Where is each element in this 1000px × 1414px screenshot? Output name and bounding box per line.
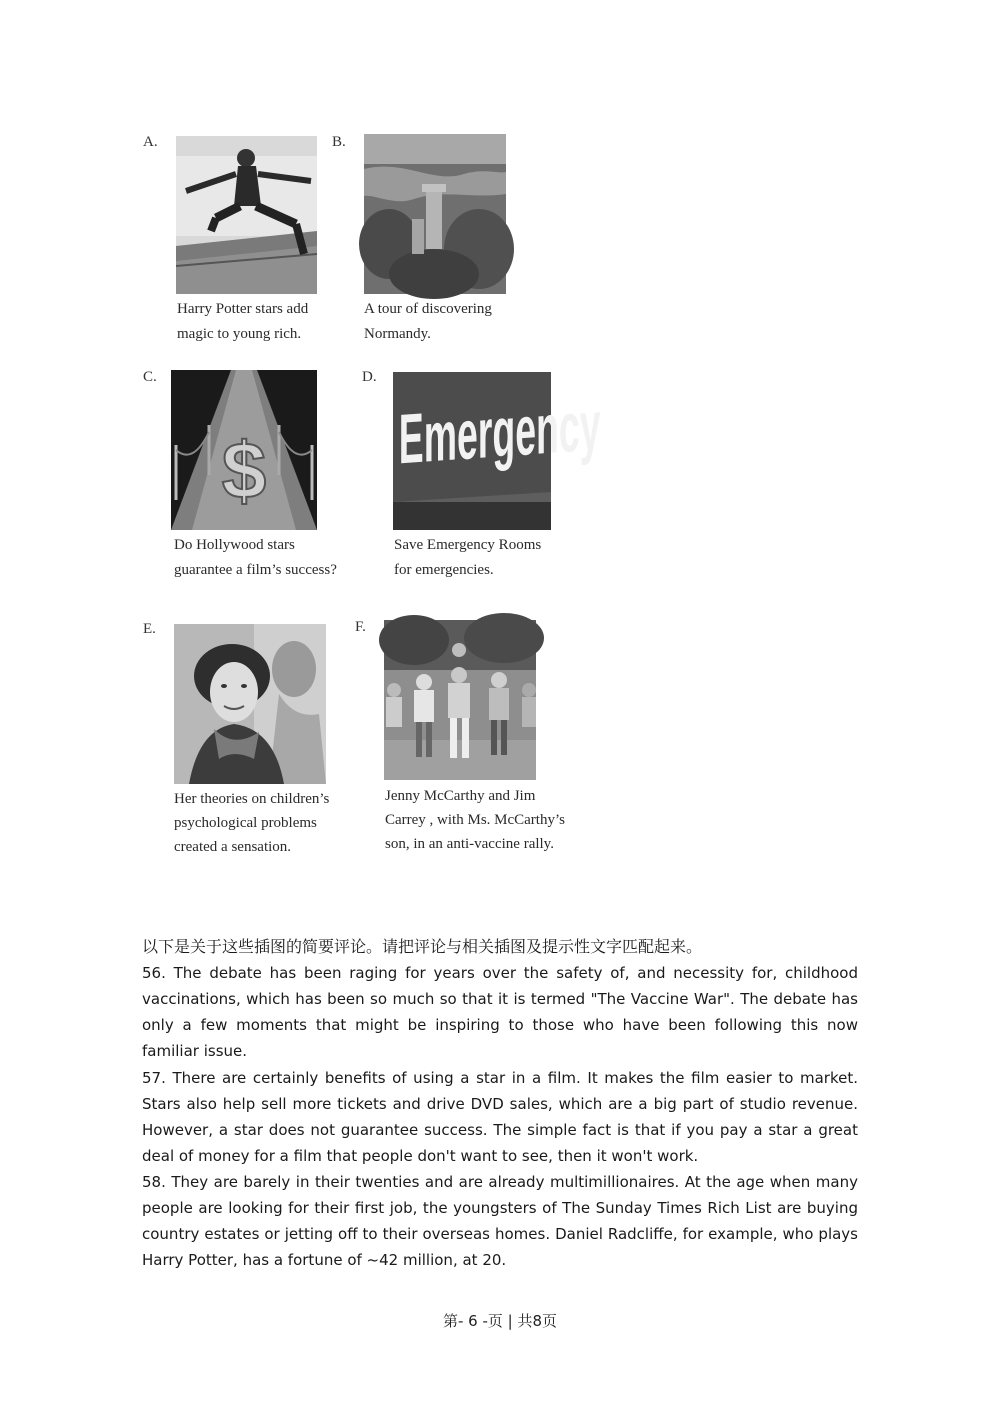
figure-b-letter: B.: [332, 134, 346, 150]
figure-e-image: [174, 624, 326, 784]
figure-c-letter: C.: [143, 369, 157, 385]
figure-f-image: [384, 620, 536, 780]
question-56: 56. The debate has been raging for years over the safety of, and necessity for, childhood vaccinations, which has been so much so that it is termed "The Vaccine War". The debate has only a few moments that might be inspiring to those who have been following this now familiar issue.: [142, 964, 858, 1060]
question-58: 58. They are barely in their twenties and are already multimillionaires. At the age when many people are looking for their first job, the youngsters of The Sunday Times Rich List are buying country estates or jetting off to their overseas homes. Daniel Radcliffe, for example, who plays Harry Potter, has a fortune of ~42 million, at 20.: [142, 1173, 858, 1269]
caption-line: Jenny McCarthy and Jim: [385, 788, 536, 804]
caption-line: son, in an anti-vaccine rally.: [385, 836, 554, 852]
dollar-sign-glyph: $: [221, 426, 267, 515]
figure-f-caption: [385, 784, 565, 856]
caption-line: Her theories on children’s: [174, 791, 330, 807]
figure-c-image: [171, 370, 317, 530]
figure-c-caption: [174, 533, 337, 583]
caption-line: magic to young rich.: [177, 326, 302, 342]
matching-instruction: 以下是关于这些插图的简要评论。请把评论与相关插图及提示性文字匹配起来。: [142, 937, 703, 956]
figure-f-letter: F.: [355, 619, 366, 635]
caption-line: Normandy.: [364, 326, 431, 342]
figure-d-image: [393, 372, 601, 530]
figure-b-caption: [364, 297, 492, 347]
figure-e-letter: E.: [143, 621, 156, 637]
figure-e-caption: [174, 787, 329, 859]
figure-a-caption: [177, 297, 308, 347]
figure-a-letter: A.: [143, 134, 158, 150]
figure-b-image: [364, 134, 506, 294]
figure-d-letter: D.: [362, 369, 377, 385]
caption-line: for emergencies.: [394, 562, 494, 578]
caption-line: Do Hollywood stars: [174, 537, 295, 553]
caption-line: Save Emergency Rooms: [394, 537, 542, 553]
caption-line: Carrey , with Ms. McCarthy’s: [385, 812, 565, 828]
figure-a-image: [176, 136, 317, 294]
question-57: 57. There are certainly benefits of using a star in a film. It makes the film easier to market. Stars also help sell more tickets and drive DVD sales, which are a big part of studio revenue. However, a star does not guarantee success. The simple fact is that if you pay a star a great deal of money for a film that people don't want to see, then it won't work.: [142, 1069, 858, 1165]
caption-line: created a sensation.: [174, 839, 292, 855]
caption-line: Harry Potter stars add: [177, 301, 309, 317]
page-footer: 第- 6 -页 | 共8页: [442, 1312, 558, 1330]
figure-d-caption: [394, 533, 541, 583]
caption-line: psychological problems: [174, 815, 317, 831]
caption-line: A tour of discovering: [364, 301, 492, 317]
caption-line: guarantee a film’s success?: [174, 562, 337, 578]
emergency-sign-text: Emergency: [398, 385, 601, 479]
